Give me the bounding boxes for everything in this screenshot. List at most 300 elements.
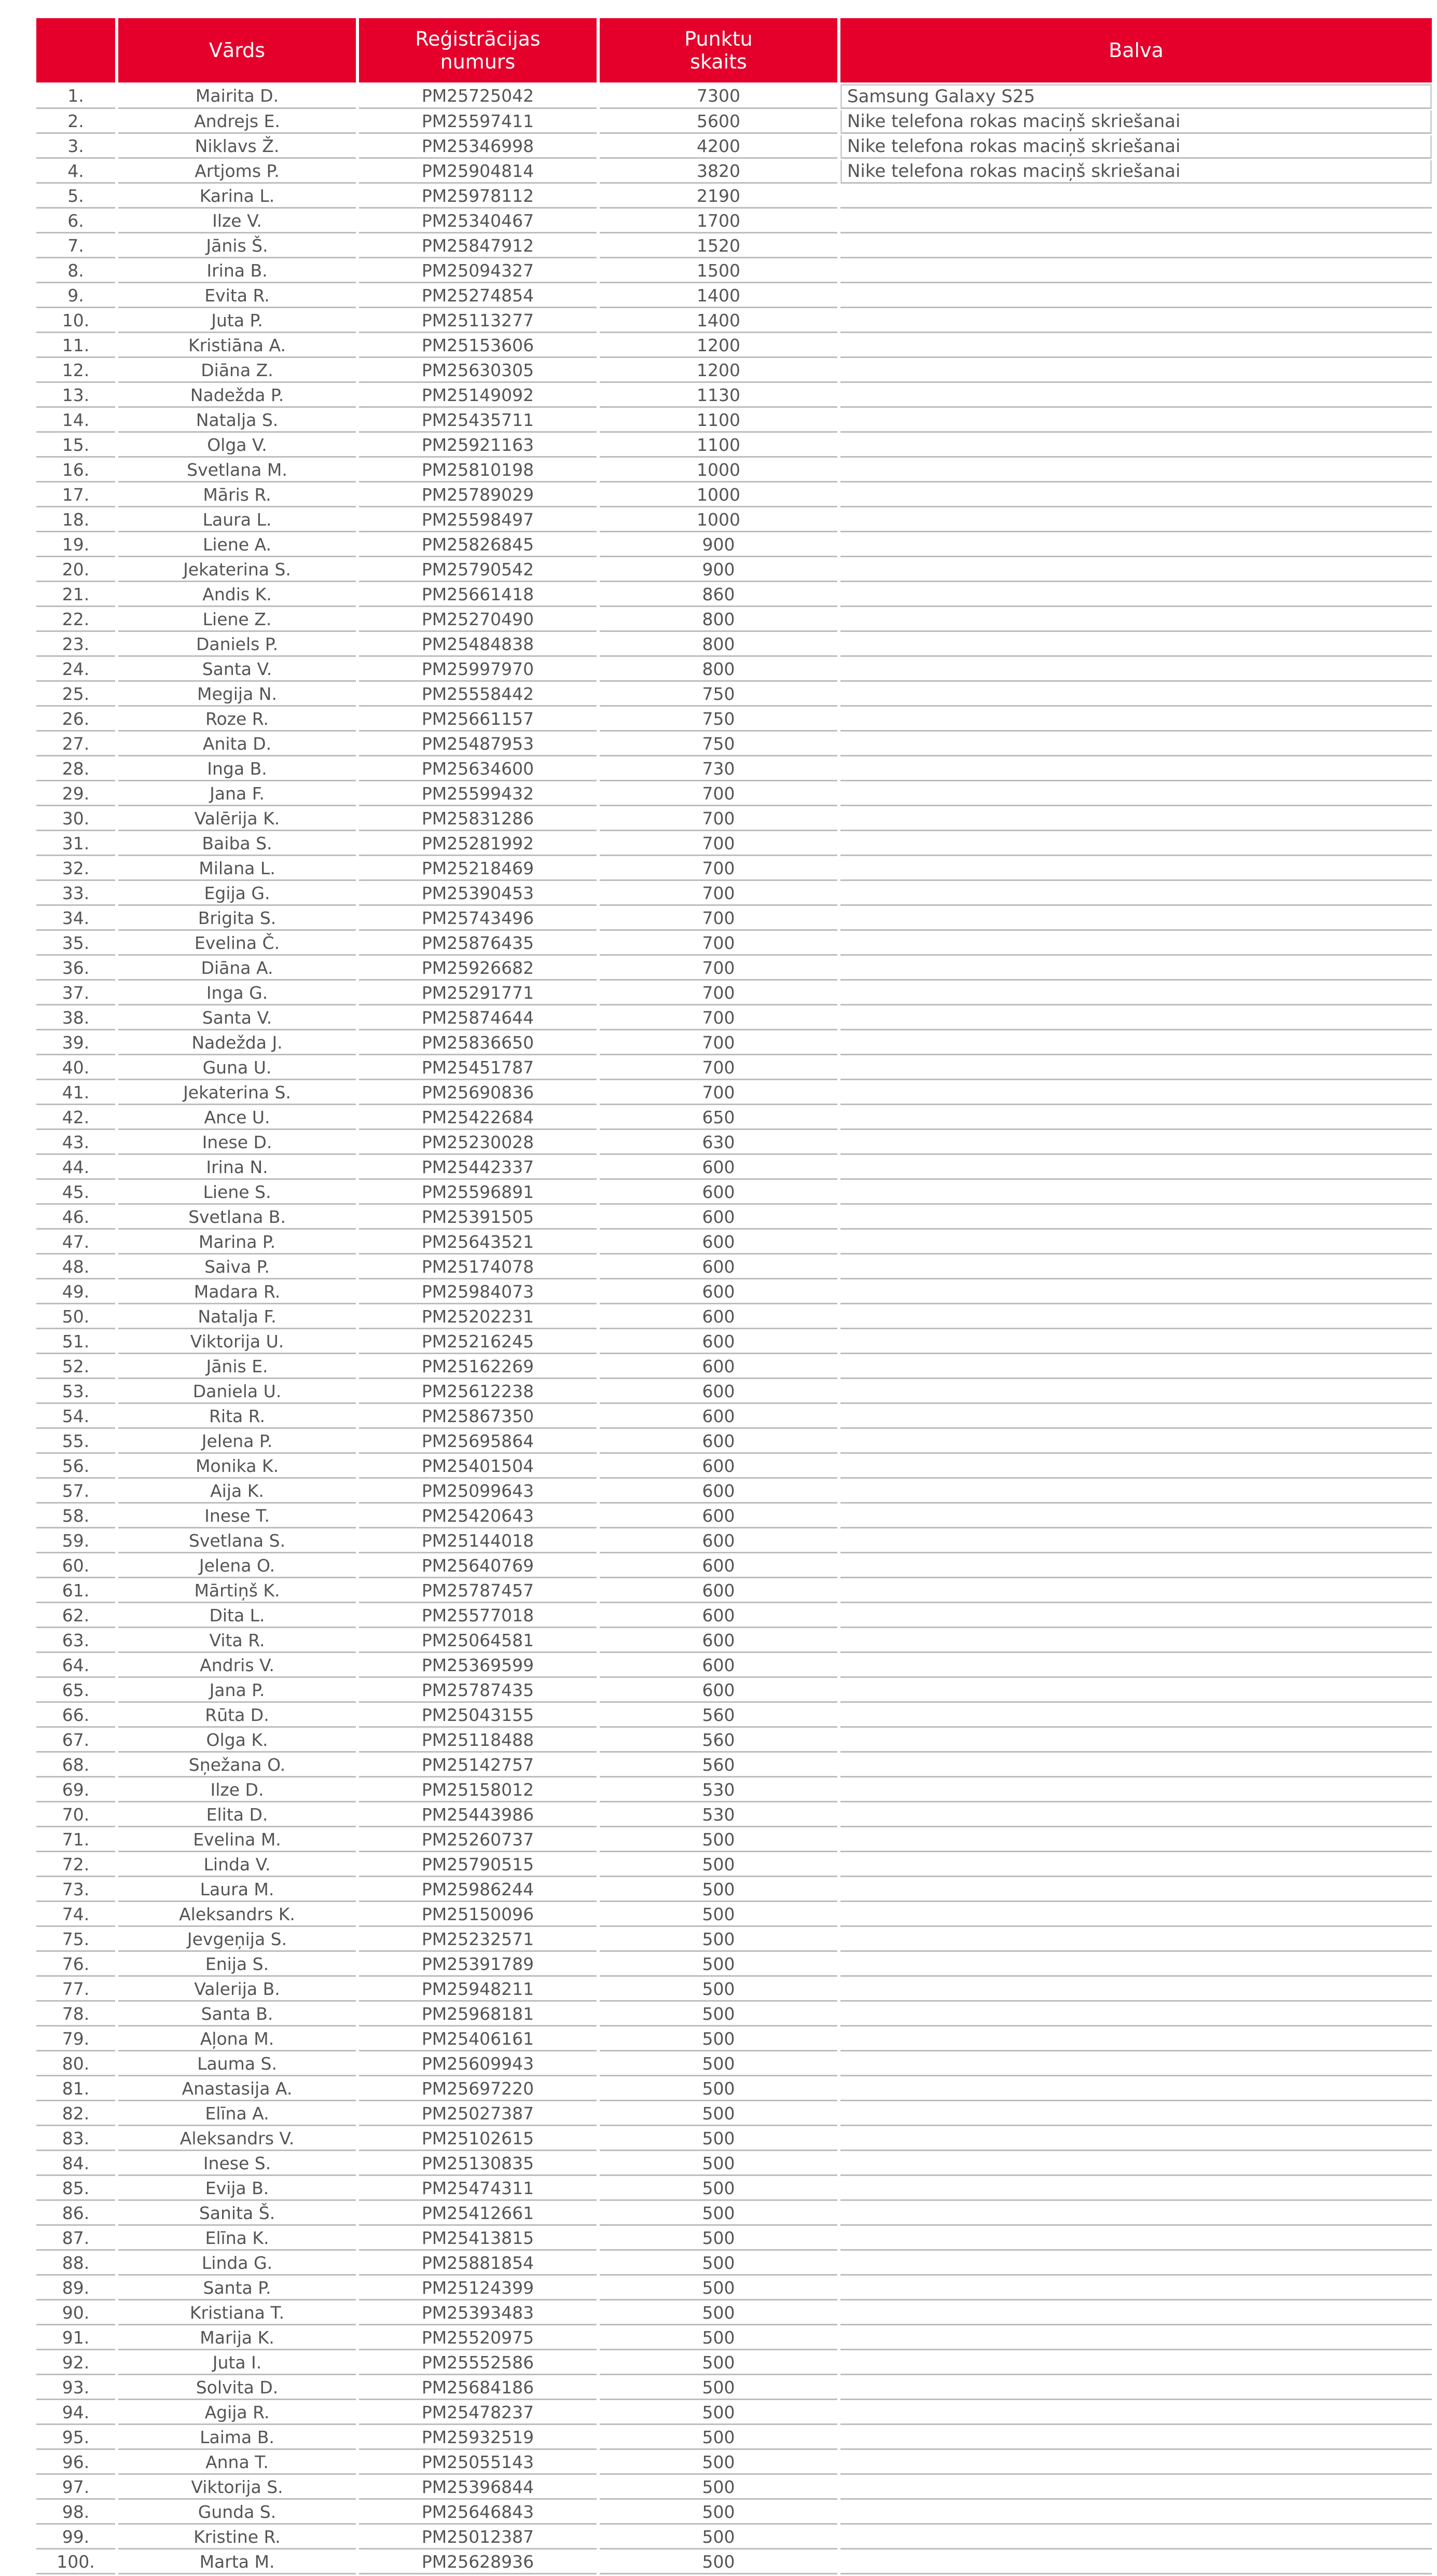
rank-cell: 26. — [36, 708, 115, 732]
table-row — [36, 2551, 1432, 2574]
name-cell: Artjoms P. — [118, 160, 356, 184]
registration-cell: PM25978112 — [359, 185, 597, 209]
prize-cell — [840, 2202, 1432, 2226]
name-cell: Agija R. — [118, 2402, 356, 2425]
prize-cell — [840, 1729, 1432, 1753]
name-cell: Laima B. — [118, 2427, 356, 2450]
table-row — [36, 509, 1432, 532]
table-row — [36, 1281, 1432, 1304]
points-cell: 600 — [600, 1181, 837, 1205]
rank-cell: 33. — [36, 883, 115, 906]
name-cell: Daniela U. — [118, 1381, 356, 1404]
rank-cell: 16. — [36, 459, 115, 483]
table-row — [36, 459, 1432, 483]
header-name: Vārds — [118, 18, 356, 82]
registration-cell: PM25836650 — [359, 1032, 597, 1055]
prize-cell — [840, 658, 1432, 682]
name-cell: Jana F. — [118, 783, 356, 806]
rank-cell: 4. — [36, 160, 115, 184]
registration-cell: PM25628936 — [359, 2551, 597, 2574]
points-cell: 750 — [600, 708, 837, 732]
rank-cell: 80. — [36, 2053, 115, 2076]
registration-cell: PM25281992 — [359, 833, 597, 856]
table-row — [36, 2103, 1432, 2126]
points-cell: 700 — [600, 808, 837, 831]
registration-cell: PM25149092 — [359, 384, 597, 408]
rank-cell: 96. — [36, 2451, 115, 2475]
prize-cell — [840, 1231, 1432, 1255]
table-row — [36, 1555, 1432, 1578]
points-cell: 700 — [600, 1082, 837, 1105]
table-row — [36, 409, 1432, 433]
name-cell: Marina P. — [118, 1231, 356, 1255]
points-cell: 600 — [600, 1505, 837, 1528]
points-cell: 500 — [600, 1904, 837, 1927]
prize-cell — [840, 534, 1432, 557]
points-cell: 500 — [600, 1829, 837, 1852]
prize-cell — [840, 1356, 1432, 1379]
name-cell: Rita R. — [118, 1406, 356, 1429]
name-cell: Nadežda J. — [118, 1032, 356, 1055]
table-row — [36, 360, 1432, 383]
table-row — [36, 1430, 1432, 1454]
registration-cell: PM25043155 — [359, 1704, 597, 1728]
prize-cell — [840, 2053, 1432, 2076]
registration-cell: PM25162269 — [359, 1356, 597, 1379]
name-cell: Evelina Č. — [118, 932, 356, 956]
registration-cell: PM25232571 — [359, 1928, 597, 1952]
rank-cell: 43. — [36, 1132, 115, 1155]
name-cell: Ance U. — [118, 1107, 356, 1130]
name-cell: Madara R. — [118, 1281, 356, 1304]
prize-cell — [840, 459, 1432, 483]
registration-cell: PM25661418 — [359, 584, 597, 607]
name-cell: Solvita D. — [118, 2377, 356, 2400]
registration-cell: PM25144018 — [359, 1530, 597, 1553]
prize-cell — [840, 708, 1432, 732]
name-cell: Vita R. — [118, 1630, 356, 1653]
points-cell: 500 — [600, 2252, 837, 2276]
name-cell: Natalja F. — [118, 1306, 356, 1329]
points-cell: 600 — [600, 1306, 837, 1329]
name-cell: Valērija K. — [118, 808, 356, 831]
points-cell: 500 — [600, 2451, 837, 2475]
prize-cell — [840, 2377, 1432, 2400]
table-row — [36, 1156, 1432, 1180]
rank-cell: 78. — [36, 2003, 115, 2027]
prize-cell — [840, 2277, 1432, 2301]
table-row — [36, 111, 1432, 134]
prize-cell — [840, 2352, 1432, 2375]
prize-cell — [840, 1032, 1432, 1055]
registration-cell: PM25174078 — [359, 1256, 597, 1279]
name-cell: Svetlana S. — [118, 1530, 356, 1553]
rank-cell: 9. — [36, 285, 115, 308]
name-cell: Enija S. — [118, 1953, 356, 1977]
name-cell: Ilze D. — [118, 1779, 356, 1802]
points-cell: 700 — [600, 883, 837, 906]
points-cell: 500 — [600, 2551, 837, 2574]
registration-cell: PM25695864 — [359, 1430, 597, 1454]
registration-cell: PM25948211 — [359, 1978, 597, 2002]
name-cell: Jelena P. — [118, 1430, 356, 1454]
rank-cell: 82. — [36, 2103, 115, 2126]
name-cell: Santa V. — [118, 1007, 356, 1030]
rank-cell: 46. — [36, 1206, 115, 1230]
name-cell: Kristine R. — [118, 2526, 356, 2550]
prize-cell — [840, 1281, 1432, 1304]
prize-cell — [840, 2501, 1432, 2525]
points-cell: 600 — [600, 1555, 837, 1578]
prize-cell — [840, 982, 1432, 1005]
points-cell: 500 — [600, 2103, 837, 2126]
points-cell: 600 — [600, 1356, 837, 1379]
table-row — [36, 1356, 1432, 1379]
name-cell: Brigita S. — [118, 907, 356, 931]
name-cell: Liene A. — [118, 534, 356, 557]
prize-cell — [840, 609, 1432, 632]
name-cell: Liene Z. — [118, 609, 356, 632]
points-cell: 600 — [600, 1455, 837, 1479]
name-cell: Kristiana T. — [118, 2302, 356, 2325]
prize-cell — [840, 733, 1432, 756]
registration-cell: PM25984073 — [359, 1281, 597, 1304]
registration-cell: PM25787435 — [359, 1679, 597, 1703]
name-cell: Guna U. — [118, 1057, 356, 1080]
prize-cell — [840, 858, 1432, 881]
points-cell: 500 — [600, 2277, 837, 2301]
prize-cell — [840, 1655, 1432, 1678]
table-row — [36, 235, 1432, 258]
points-cell: 500 — [600, 2003, 837, 2027]
name-cell: Olga K. — [118, 1729, 356, 1753]
table-row — [36, 2377, 1432, 2400]
name-cell: Milana L. — [118, 858, 356, 881]
name-cell: Viktorija S. — [118, 2476, 356, 2500]
points-cell: 1700 — [600, 210, 837, 233]
name-cell: Gunda S. — [118, 2501, 356, 2525]
rank-cell: 61. — [36, 1580, 115, 1603]
prize-cell — [840, 1605, 1432, 1628]
header-registration: Reģistrācijas numurs — [359, 18, 597, 82]
registration-cell: PM25124399 — [359, 2277, 597, 2301]
prize-cell — [840, 1953, 1432, 1977]
name-cell: Māris R. — [118, 484, 356, 507]
registration-cell: PM25396844 — [359, 2476, 597, 2500]
points-cell: 600 — [600, 1406, 837, 1429]
table-row — [36, 534, 1432, 557]
prize-cell — [840, 2451, 1432, 2475]
name-cell: Jekaterina S. — [118, 1082, 356, 1105]
registration-cell: PM25478237 — [359, 2402, 597, 2425]
name-cell: Jekaterina S. — [118, 559, 356, 582]
prize-cell — [840, 2153, 1432, 2176]
rank-cell: 42. — [36, 1107, 115, 1130]
name-cell: Valerija B. — [118, 1978, 356, 2002]
points-cell: 4200 — [600, 135, 837, 159]
table-row — [36, 2128, 1432, 2151]
points-cell: 600 — [600, 1331, 837, 1354]
rank-cell: 11. — [36, 335, 115, 358]
prize-cell — [840, 2252, 1432, 2276]
prize-cell — [840, 260, 1432, 283]
prize-cell — [840, 1430, 1432, 1454]
rank-cell: 66. — [36, 1704, 115, 1728]
points-cell: 1400 — [600, 285, 837, 308]
rank-cell: 2. — [36, 111, 115, 134]
table-row — [36, 733, 1432, 756]
rank-cell: 45. — [36, 1181, 115, 1205]
name-cell: Viktorija U. — [118, 1331, 356, 1354]
rank-cell: 15. — [36, 434, 115, 458]
points-cell: 1520 — [600, 235, 837, 258]
prize-cell — [840, 1381, 1432, 1404]
rank-cell: 85. — [36, 2178, 115, 2201]
registration-cell: PM25346998 — [359, 135, 597, 159]
points-cell: 500 — [600, 2028, 837, 2051]
name-cell: Jānis Š. — [118, 235, 356, 258]
table-row — [36, 883, 1432, 906]
table-row — [36, 1132, 1432, 1155]
points-cell: 700 — [600, 1057, 837, 1080]
rank-cell: 52. — [36, 1356, 115, 1379]
points-cell: 1100 — [600, 434, 837, 458]
rank-cell: 5. — [36, 185, 115, 209]
name-cell: Olga V. — [118, 434, 356, 458]
name-cell: Dita L. — [118, 1605, 356, 1628]
table-row — [36, 1754, 1432, 1778]
table-row — [36, 1455, 1432, 1479]
registration-cell: PM25094327 — [359, 260, 597, 283]
points-cell: 500 — [600, 2526, 837, 2550]
name-cell: Laura L. — [118, 509, 356, 532]
points-cell: 3820 — [600, 160, 837, 184]
prize-cell — [840, 1580, 1432, 1603]
prize-cell — [840, 1854, 1432, 1877]
name-cell: Rūta D. — [118, 1704, 356, 1728]
points-cell: 500 — [600, 2227, 837, 2251]
table-row — [36, 833, 1432, 856]
rank-cell: 7. — [36, 235, 115, 258]
rank-cell: 74. — [36, 1904, 115, 1927]
table-header — [36, 18, 1432, 82]
registration-cell: PM25158012 — [359, 1779, 597, 1802]
rank-cell: 70. — [36, 1804, 115, 1827]
points-cell: 750 — [600, 683, 837, 707]
rank-cell: 76. — [36, 1953, 115, 1977]
registration-cell: PM25874644 — [359, 1007, 597, 1030]
points-cell: 600 — [600, 1156, 837, 1180]
points-cell: 700 — [600, 932, 837, 956]
table-row — [36, 434, 1432, 458]
name-cell: Aleksandrs V. — [118, 2128, 356, 2151]
rank-cell: 17. — [36, 484, 115, 507]
registration-cell: PM25422684 — [359, 1107, 597, 1130]
points-cell: 500 — [600, 2327, 837, 2350]
registration-cell: PM25487953 — [359, 733, 597, 756]
rank-cell: 62. — [36, 1605, 115, 1628]
points-cell: 500 — [600, 2153, 837, 2176]
table-row — [36, 384, 1432, 408]
points-cell: 500 — [600, 2377, 837, 2400]
registration-cell: PM25789029 — [359, 484, 597, 507]
rank-cell: 68. — [36, 1754, 115, 1778]
table-row — [36, 683, 1432, 707]
rank-cell: 13. — [36, 384, 115, 408]
points-cell: 560 — [600, 1754, 837, 1778]
table-row — [36, 1181, 1432, 1205]
name-cell: Inese S. — [118, 2153, 356, 2176]
table-row — [36, 858, 1432, 881]
points-cell: 500 — [600, 2178, 837, 2201]
name-cell: Mārtiņš K. — [118, 1580, 356, 1603]
registration-cell: PM25697220 — [359, 2078, 597, 2101]
prize-cell — [840, 1256, 1432, 1279]
prize-cell — [840, 1904, 1432, 1927]
registration-cell: PM25640769 — [359, 1555, 597, 1578]
table-row — [36, 1854, 1432, 1877]
name-cell: Andis K. — [118, 584, 356, 607]
rank-cell: 75. — [36, 1928, 115, 1952]
prize-cell — [840, 1107, 1432, 1130]
prize-cell — [840, 210, 1432, 233]
points-cell: 500 — [600, 2128, 837, 2151]
prize-cell — [840, 2302, 1432, 2325]
prize-cell — [840, 883, 1432, 906]
rank-cell: 32. — [36, 858, 115, 881]
prize-cell — [840, 335, 1432, 358]
rank-cell: 92. — [36, 2352, 115, 2375]
name-cell: Inese D. — [118, 1132, 356, 1155]
registration-cell: PM25609943 — [359, 2053, 597, 2076]
registration-cell: PM25260737 — [359, 1829, 597, 1852]
rank-cell: 54. — [36, 1406, 115, 1429]
registration-cell: PM25027387 — [359, 2103, 597, 2126]
prize-cell — [840, 1331, 1432, 1354]
points-cell: 700 — [600, 907, 837, 931]
prize-cell — [840, 1132, 1432, 1155]
points-cell: 500 — [600, 2352, 837, 2375]
rank-cell: 93. — [36, 2377, 115, 2400]
registration-cell: PM25369599 — [359, 1655, 597, 1678]
prize-cell — [840, 1455, 1432, 1479]
points-cell: 600 — [600, 1281, 837, 1304]
table-row — [36, 1879, 1432, 1902]
rank-cell: 40. — [36, 1057, 115, 1080]
points-cell: 560 — [600, 1704, 837, 1728]
points-cell: 900 — [600, 534, 837, 557]
name-cell: Natalja S. — [118, 409, 356, 433]
registration-cell: PM25118488 — [359, 1729, 597, 1753]
points-cell: 800 — [600, 633, 837, 657]
points-cell: 800 — [600, 658, 837, 682]
registration-cell: PM25113277 — [359, 310, 597, 333]
rank-cell: 34. — [36, 907, 115, 931]
name-cell: Linda V. — [118, 1854, 356, 1877]
prize-cell — [840, 1804, 1432, 1827]
registration-cell: PM25997970 — [359, 658, 597, 682]
table-row — [36, 2252, 1432, 2276]
rank-cell: 19. — [36, 534, 115, 557]
registration-cell: PM25055143 — [359, 2451, 597, 2475]
name-cell: Marta M. — [118, 2551, 356, 2574]
table-row — [36, 932, 1432, 956]
prize-cell — [840, 1406, 1432, 1429]
name-cell: Laura M. — [118, 1879, 356, 1902]
rank-cell: 97. — [36, 2476, 115, 2500]
registration-cell: PM25443986 — [359, 1804, 597, 1827]
prize-cell — [840, 2028, 1432, 2051]
rank-cell: 100. — [36, 2551, 115, 2574]
table-row — [36, 2352, 1432, 2375]
name-cell: Anna T. — [118, 2451, 356, 2475]
table-row — [36, 2277, 1432, 2301]
table-row — [36, 808, 1432, 831]
rank-cell: 58. — [36, 1505, 115, 1528]
table-row — [36, 1729, 1432, 1753]
prize-cell: Nike telefona rokas maciņš skriešanai — [840, 160, 1432, 184]
rank-cell: 83. — [36, 2128, 115, 2151]
registration-cell: PM25932519 — [359, 2427, 597, 2450]
rank-cell: 31. — [36, 833, 115, 856]
prize-cell — [840, 2078, 1432, 2101]
table-row — [36, 559, 1432, 582]
name-cell: Jānis E. — [118, 1356, 356, 1379]
table-row — [36, 783, 1432, 806]
rank-cell: 44. — [36, 1156, 115, 1180]
prize-cell — [840, 2227, 1432, 2251]
points-cell: 700 — [600, 833, 837, 856]
name-cell: Aleksandrs K. — [118, 1904, 356, 1927]
prize-cell — [840, 409, 1432, 433]
table-row — [36, 484, 1432, 507]
points-cell: 2190 — [600, 185, 837, 209]
prize-cell — [840, 360, 1432, 383]
points-cell: 700 — [600, 858, 837, 881]
prize-cell — [840, 1007, 1432, 1030]
table-row — [36, 1580, 1432, 1603]
points-cell: 700 — [600, 1007, 837, 1030]
table-row — [36, 1530, 1432, 1553]
registration-cell: PM25202231 — [359, 1306, 597, 1329]
registration-cell: PM25968181 — [359, 2003, 597, 2027]
rank-cell: 79. — [36, 2028, 115, 2051]
rank-cell: 28. — [36, 758, 115, 781]
rank-cell: 3. — [36, 135, 115, 159]
name-cell: Kristiāna A. — [118, 335, 356, 358]
table-row — [36, 1704, 1432, 1728]
table-row — [36, 1306, 1432, 1329]
rank-cell: 18. — [36, 509, 115, 532]
registration-cell: PM25552586 — [359, 2352, 597, 2375]
registration-cell: PM25881854 — [359, 2252, 597, 2276]
table-row — [36, 2178, 1432, 2201]
rank-cell: 65. — [36, 1679, 115, 1703]
name-cell: Jana P. — [118, 1679, 356, 1703]
name-cell: Liene S. — [118, 1181, 356, 1205]
table-row — [36, 758, 1432, 781]
registration-cell: PM25012387 — [359, 2526, 597, 2550]
points-cell: 600 — [600, 1256, 837, 1279]
table-row — [36, 160, 1432, 184]
points-cell: 600 — [600, 1605, 837, 1628]
registration-cell: PM25810198 — [359, 459, 597, 483]
table-row — [36, 335, 1432, 358]
points-cell: 5600 — [600, 111, 837, 134]
rank-cell: 89. — [36, 2277, 115, 2301]
rank-cell: 39. — [36, 1032, 115, 1055]
prize-cell — [840, 683, 1432, 707]
